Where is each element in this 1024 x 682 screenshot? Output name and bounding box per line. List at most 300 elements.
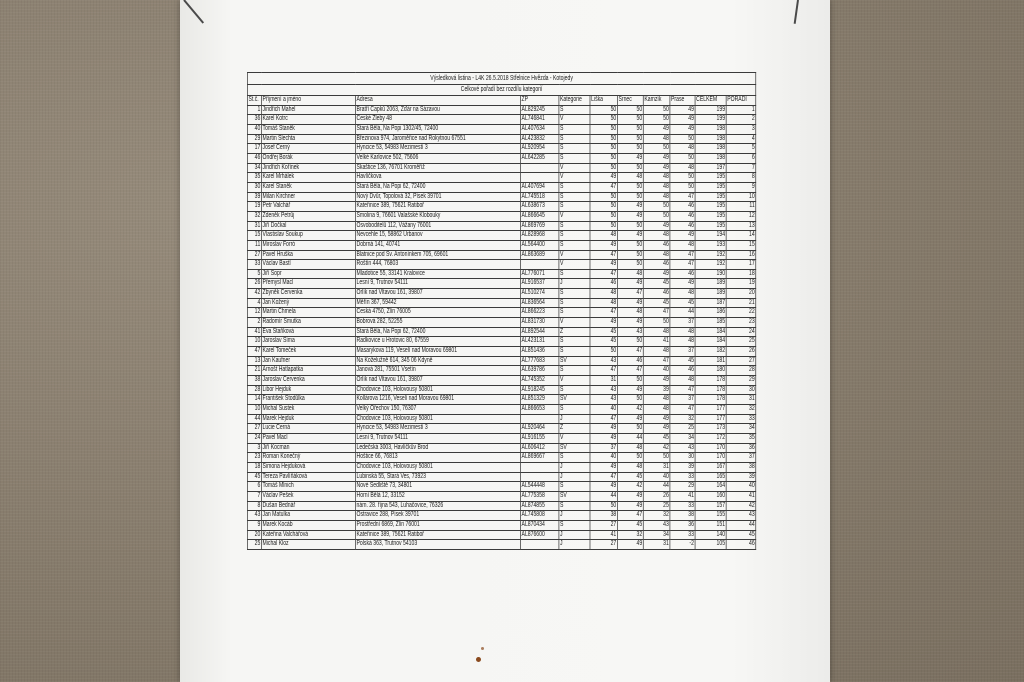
- cell-roe-deer: 50: [617, 240, 643, 250]
- column-header-boar: Prase: [670, 96, 695, 106]
- cell-start-number: 24: [247, 433, 261, 443]
- cell-gun-licence: AL869769: [520, 221, 558, 231]
- cell-start-number: 30: [247, 182, 261, 192]
- cell-category: J: [559, 530, 590, 540]
- cell-address: Hoštice 66, 76813: [355, 453, 520, 463]
- cell-total: 184: [695, 327, 726, 337]
- cell-start-number: 10: [247, 337, 261, 347]
- table-row: [247, 260, 755, 270]
- cell-boar: 48: [670, 327, 695, 337]
- cell-name: Martin Chmela: [261, 308, 355, 318]
- cell-start-number: 1: [247, 105, 261, 115]
- cell-name: Dušan Bednář: [261, 501, 355, 511]
- cell-boar: 25: [670, 424, 695, 434]
- cell-boar: 48: [670, 163, 695, 173]
- cell-chamois: 46: [643, 240, 670, 250]
- cell-chamois: 48: [643, 395, 670, 405]
- table-row: [247, 443, 755, 453]
- cell-total: 173: [695, 424, 726, 434]
- cell-start-number: 28: [247, 385, 261, 395]
- table-row: [247, 347, 755, 357]
- table-row: [247, 318, 755, 328]
- table-row: [247, 269, 755, 279]
- cell-name: Miroslav Forró: [261, 240, 355, 250]
- cell-rank: 26: [726, 347, 756, 357]
- cell-address: Na Koželužně 614, 345 06 Kdyně: [355, 356, 520, 366]
- cell-chamois: 48: [643, 134, 670, 144]
- cell-fox: 43: [590, 395, 617, 405]
- table-row: [247, 327, 755, 337]
- cell-address: Kateřinice 389, 75621 Ratiboř: [355, 202, 520, 212]
- cell-name: Kateřina Valchářová: [261, 530, 355, 540]
- cell-roe-deer: 45: [617, 520, 643, 530]
- cell-total: 185: [695, 318, 726, 328]
- cell-category: SV: [559, 443, 590, 453]
- table-row: [247, 520, 755, 530]
- cell-fox: 38: [590, 511, 617, 521]
- cell-category: SV: [559, 356, 590, 366]
- cell-chamois: 43: [643, 520, 670, 530]
- cell-chamois: 44: [643, 482, 670, 492]
- column-header-category: Kategorie: [559, 96, 590, 106]
- cell-gun-licence: AL869667: [520, 453, 558, 463]
- table-row: [247, 414, 755, 424]
- cell-address: Nový Dvůr, Topolová 32, Písek 39701: [355, 192, 520, 202]
- cell-name: Karel Kotrc: [261, 115, 355, 125]
- cell-start-number: 23: [247, 453, 261, 463]
- cell-name: Karel Tomeček: [261, 347, 355, 357]
- cell-category: S: [559, 153, 590, 163]
- column-header-name: Příjmení a jméno: [261, 96, 355, 106]
- cell-gun-licence: AL775358: [520, 491, 558, 501]
- cell-boar: 50: [670, 153, 695, 163]
- cell-gun-licence: AL916155: [520, 433, 558, 443]
- cell-fox: 40: [590, 405, 617, 415]
- cell-category: S: [559, 308, 590, 318]
- cell-total: 195: [695, 182, 726, 192]
- cell-category: S: [559, 482, 590, 492]
- cell-roe-deer: 49: [617, 318, 643, 328]
- cell-total: 195: [695, 221, 726, 231]
- cell-gun-licence: [520, 472, 558, 482]
- cell-start-number: 9: [247, 520, 261, 530]
- cell-chamois: 40: [643, 472, 670, 482]
- cell-category: S: [559, 501, 590, 511]
- cell-start-number: 15: [247, 231, 261, 241]
- cell-start-number: 29: [247, 134, 261, 144]
- cell-roe-deer: 32: [617, 530, 643, 540]
- cell-name: Zdeněk Petrůj: [261, 211, 355, 221]
- cell-rank: 41: [726, 491, 756, 501]
- cell-address: Bobrová 282, 52255: [355, 318, 520, 328]
- cell-start-number: 14: [247, 395, 261, 405]
- cell-chamois: 50: [643, 105, 670, 115]
- table-row: [247, 298, 755, 308]
- cell-name: Zbyněk Červenka: [261, 289, 355, 299]
- cell-start-number: 7: [247, 491, 261, 501]
- table-row: [247, 337, 755, 347]
- cell-boar: 33: [670, 472, 695, 482]
- cell-chamois: 32: [643, 511, 670, 521]
- cell-category: V: [559, 376, 590, 386]
- table-row: [247, 182, 755, 192]
- cell-address: Lesní 9, Trutnov 54111: [355, 433, 520, 443]
- cell-roe-deer: 47: [617, 366, 643, 376]
- cell-chamois: 39: [643, 385, 670, 395]
- cell-category: S: [559, 231, 590, 241]
- cell-gun-licence: [520, 260, 558, 270]
- cell-name: Jan Kožený: [261, 298, 355, 308]
- cell-boar: 49: [670, 231, 695, 241]
- cell-fox: 47: [590, 308, 617, 318]
- cell-boar: 45: [670, 356, 695, 366]
- cell-boar: 46: [670, 221, 695, 231]
- cell-gun-licence: AL874855: [520, 501, 558, 511]
- cell-rank: 31: [726, 395, 756, 405]
- cell-rank: 36: [726, 443, 756, 453]
- cell-start-number: 18: [247, 462, 261, 472]
- cell-start-number: 4: [247, 298, 261, 308]
- cell-address: Mladotice 55, 33141 Kralovice: [355, 269, 520, 279]
- cell-address: Orlík nad Vltavou 161, 39807: [355, 376, 520, 386]
- cell-rank: 37: [726, 453, 756, 463]
- cell-roe-deer: 50: [617, 134, 643, 144]
- cell-total: 165: [695, 472, 726, 482]
- cell-address: Velké Karlovice 502, 75606: [355, 153, 520, 163]
- cell-start-number: 43: [247, 511, 261, 521]
- cell-roe-deer: 50: [617, 182, 643, 192]
- cell-name: Vlastislav Soukup: [261, 231, 355, 241]
- cell-category: S: [559, 298, 590, 308]
- cell-roe-deer: 50: [617, 221, 643, 231]
- cell-gun-licence: AL851436: [520, 347, 558, 357]
- cell-gun-licence: AL564400: [520, 240, 558, 250]
- cell-gun-licence: AL407634: [520, 124, 558, 134]
- cell-start-number: 44: [247, 414, 261, 424]
- table-row: [247, 511, 755, 521]
- cell-roe-deer: 49: [617, 211, 643, 221]
- cell-address: Horní Bělá 12, 33152: [355, 491, 520, 501]
- cell-total: 195: [695, 173, 726, 183]
- cell-fox: 47: [590, 472, 617, 482]
- cell-chamois: 50: [643, 318, 670, 328]
- cell-fox: 27: [590, 540, 617, 550]
- cell-chamois: 45: [643, 433, 670, 443]
- table-row: [247, 134, 755, 144]
- cell-total: 180: [695, 366, 726, 376]
- cell-total: 178: [695, 376, 726, 386]
- cell-chamois: 49: [643, 424, 670, 434]
- cell-start-number: 19: [247, 202, 261, 212]
- cell-address: Březinova 974, Jaroměřice nad Rokytnou 67551: [355, 134, 520, 144]
- cell-address: Roštín 444, 76803: [355, 260, 520, 270]
- cell-roe-deer: 49: [617, 414, 643, 424]
- cell-name: Jaroslav Červenka: [261, 376, 355, 386]
- cell-rank: 44: [726, 520, 756, 530]
- cell-chamois: 49: [643, 414, 670, 424]
- cell-boar: 47: [670, 385, 695, 395]
- subtitle-row: [247, 85, 755, 96]
- cell-category: S: [559, 202, 590, 212]
- cell-boar: 48: [670, 337, 695, 347]
- title-row: [247, 73, 755, 85]
- table-row: [247, 424, 755, 434]
- cell-boar: 39: [670, 462, 695, 472]
- cell-total: 189: [695, 289, 726, 299]
- cell-start-number: 2: [247, 318, 261, 328]
- cell-boar: 49: [670, 115, 695, 125]
- cell-roe-deer: 42: [617, 405, 643, 415]
- cell-address: Chodovice 103, Holovousy 50801: [355, 462, 520, 472]
- cell-boar: 50: [670, 182, 695, 192]
- cell-chamois: 48: [643, 347, 670, 357]
- cell-total: 170: [695, 443, 726, 453]
- cell-gun-licence: AL407694: [520, 182, 558, 192]
- cell-fox: 45: [590, 327, 617, 337]
- cell-address: Janová 281, 75501 Vsetín: [355, 366, 520, 376]
- cell-start-number: 46: [247, 153, 261, 163]
- cell-rank: 45: [726, 530, 756, 540]
- cell-name: Karel Mrhálek: [261, 173, 355, 183]
- cell-boar: 49: [670, 124, 695, 134]
- table-row: [247, 376, 755, 386]
- cell-gun-licence: AL606412: [520, 443, 558, 453]
- cell-total: 195: [695, 192, 726, 202]
- cell-name: Roman Konečný: [261, 453, 355, 463]
- cell-roe-deer: 48: [617, 308, 643, 318]
- cell-roe-deer: 47: [617, 347, 643, 357]
- cell-fox: 49: [590, 240, 617, 250]
- cell-rank: 29: [726, 376, 756, 386]
- cell-rank: 8: [726, 173, 756, 183]
- cell-category: S: [559, 405, 590, 415]
- paper-stain: [476, 657, 481, 662]
- cell-roe-deer: 48: [617, 462, 643, 472]
- cell-category: Ž: [559, 424, 590, 434]
- cell-rank: 40: [726, 482, 756, 492]
- table-row: [247, 366, 755, 376]
- table-row: [247, 501, 755, 511]
- cell-name: Tomáš Mlnich: [261, 482, 355, 492]
- table-row: [247, 308, 755, 318]
- cell-roe-deer: 50: [617, 260, 643, 270]
- cell-name: Arnošt Hatlapatka: [261, 366, 355, 376]
- cell-chamois: 48: [643, 182, 670, 192]
- cell-total: 195: [695, 211, 726, 221]
- cell-address: Blatnice pod Sv. Antonínkem 705, 69601: [355, 250, 520, 260]
- cell-address: Hyncice 53, 54983 Mezimestí 3: [355, 424, 520, 434]
- cell-chamois: 50: [643, 453, 670, 463]
- cell-chamois: 45: [643, 298, 670, 308]
- cell-fox: 50: [590, 115, 617, 125]
- cell-fox: 43: [590, 385, 617, 395]
- cell-fox: 49: [590, 433, 617, 443]
- cell-fox: 50: [590, 202, 617, 212]
- cell-gun-licence: AL638673: [520, 202, 558, 212]
- cell-total: 178: [695, 385, 726, 395]
- cell-category: V: [559, 260, 590, 270]
- cell-gun-licence: AL777683: [520, 356, 558, 366]
- cell-rank: 21: [726, 298, 756, 308]
- cell-chamois: 48: [643, 250, 670, 260]
- cell-category: S: [559, 347, 590, 357]
- cell-roe-deer: 49: [617, 231, 643, 241]
- cell-total: 140: [695, 530, 726, 540]
- cell-gun-licence: AL870434: [520, 520, 558, 530]
- results-table-wrap: [247, 72, 934, 550]
- cell-fox: 50: [590, 124, 617, 134]
- cell-chamois: 49: [643, 221, 670, 231]
- cell-fox: 50: [590, 134, 617, 144]
- cell-gun-licence: AL892544: [520, 327, 558, 337]
- cell-roe-deer: 49: [617, 491, 643, 501]
- table-row: [247, 433, 755, 443]
- cell-fox: 50: [590, 192, 617, 202]
- cell-address: Stará Bělá, Na Popi 62, 72400: [355, 182, 520, 192]
- cell-total: 170: [695, 453, 726, 463]
- cell-category: J: [559, 472, 590, 482]
- cell-category: S: [559, 240, 590, 250]
- cell-category: S: [559, 520, 590, 530]
- cell-fox: 48: [590, 298, 617, 308]
- cell-chamois: 50: [643, 115, 670, 125]
- cell-boar: 46: [670, 211, 695, 221]
- results-rows: [247, 105, 755, 549]
- cell-chamois: 49: [643, 269, 670, 279]
- cell-start-number: 21: [247, 366, 261, 376]
- cell-rank: 14: [726, 231, 756, 241]
- cell-chamois: 50: [643, 144, 670, 154]
- cell-gun-licence: AL920954: [520, 144, 558, 154]
- cell-rank: 17: [726, 260, 756, 270]
- cell-total: 177: [695, 414, 726, 424]
- cell-category: S: [559, 366, 590, 376]
- cell-fox: 48: [590, 289, 617, 299]
- cell-address: Masarykova 119, Veselí nad Moravou 69801: [355, 347, 520, 357]
- cell-fox: 41: [590, 530, 617, 540]
- cell-chamois: 47: [643, 356, 670, 366]
- cell-start-number: 47: [247, 347, 261, 357]
- cell-chamois: 25: [643, 501, 670, 511]
- cell-gun-licence: AL510274: [520, 289, 558, 299]
- cell-total: 192: [695, 260, 726, 270]
- cell-gun-licence: AL642285: [520, 153, 558, 163]
- cell-fox: 49: [590, 462, 617, 472]
- cell-address: Lesní 9, Trutnov 54111: [355, 279, 520, 289]
- cell-start-number: 13: [247, 356, 261, 366]
- cell-roe-deer: 50: [617, 376, 643, 386]
- cell-gun-licence: [520, 462, 558, 472]
- cell-rank: 5: [726, 144, 756, 154]
- cell-fox: 43: [590, 356, 617, 366]
- cell-start-number: 3: [247, 443, 261, 453]
- cell-chamois: 34: [643, 530, 670, 540]
- cell-name: Jindřich Kořínek: [261, 163, 355, 173]
- cell-name: Jindřich Mahel: [261, 105, 355, 115]
- cell-boar: 48: [670, 289, 695, 299]
- cell-name: Milan Kirchner: [261, 192, 355, 202]
- cell-roe-deer: 49: [617, 385, 643, 395]
- cell-gun-licence: AL920464: [520, 424, 558, 434]
- cell-total: 157: [695, 501, 726, 511]
- cell-category: V: [559, 318, 590, 328]
- cell-name: Josef Černý: [261, 144, 355, 154]
- cell-total: 192: [695, 250, 726, 260]
- table-row: [247, 453, 755, 463]
- table-row: [247, 124, 755, 134]
- cell-start-number: 20: [247, 530, 261, 540]
- table-row: [247, 153, 755, 163]
- cell-gun-licence: AL851329: [520, 395, 558, 405]
- cell-start-number: 31: [247, 221, 261, 231]
- cell-rank: 3: [726, 124, 756, 134]
- cell-fox: 47: [590, 182, 617, 192]
- table-row: [247, 385, 755, 395]
- cell-start-number: 26: [247, 279, 261, 289]
- cell-boar: 50: [670, 173, 695, 183]
- cell-total: 182: [695, 347, 726, 357]
- cell-chamois: 48: [643, 231, 670, 241]
- cell-rank: 7: [726, 163, 756, 173]
- cell-boar: 34: [670, 433, 695, 443]
- cell-chamois: 49: [643, 376, 670, 386]
- paper-stain-small: [481, 647, 484, 650]
- cell-rank: 24: [726, 327, 756, 337]
- cell-name: Michal Kloz: [261, 540, 355, 550]
- cell-start-number: 36: [247, 115, 261, 125]
- table-row: [247, 395, 755, 405]
- cell-name: Jiří Kocman: [261, 443, 355, 453]
- cell-chamois: 48: [643, 192, 670, 202]
- cell-total: 167: [695, 462, 726, 472]
- cell-gun-licence: AL876600: [520, 530, 558, 540]
- cell-total: 189: [695, 279, 726, 289]
- cell-rank: 2: [726, 115, 756, 125]
- cell-address: Česká 4750, Zlín 76005: [355, 308, 520, 318]
- cell-chamois: 48: [643, 327, 670, 337]
- table-row: [247, 250, 755, 260]
- cell-chamois: 31: [643, 540, 670, 550]
- table-row: [247, 202, 755, 212]
- cell-start-number: 11: [247, 240, 261, 250]
- cell-boar: 49: [670, 279, 695, 289]
- cell-fox: 31: [590, 376, 617, 386]
- cell-boar: 46: [670, 202, 695, 212]
- cell-total: 198: [695, 134, 726, 144]
- cell-boar: 48: [670, 376, 695, 386]
- cell-chamois: 49: [643, 163, 670, 173]
- cell-roe-deer: 49: [617, 153, 643, 163]
- cell-name: Karel Staněk: [261, 182, 355, 192]
- cell-total: 199: [695, 115, 726, 125]
- cell-name: Tereza Pavlíňáková: [261, 472, 355, 482]
- cell-roe-deer: 49: [617, 279, 643, 289]
- cell-boar: 33: [670, 530, 695, 540]
- cell-fox: 47: [590, 414, 617, 424]
- cell-total: 155: [695, 511, 726, 521]
- column-header-chamois: Kamzík: [643, 96, 670, 106]
- cell-roe-deer: 49: [617, 540, 643, 550]
- cell-rank: 34: [726, 424, 756, 434]
- cell-name: Přemysl Macl: [261, 279, 355, 289]
- cell-name: Pavel Hruška: [261, 250, 355, 260]
- table-row: [247, 530, 755, 540]
- cell-start-number: 12: [247, 308, 261, 318]
- cell-category: SV: [559, 395, 590, 405]
- table-row: [247, 192, 755, 202]
- cell-start-number: 27: [247, 424, 261, 434]
- table-row: [247, 144, 755, 154]
